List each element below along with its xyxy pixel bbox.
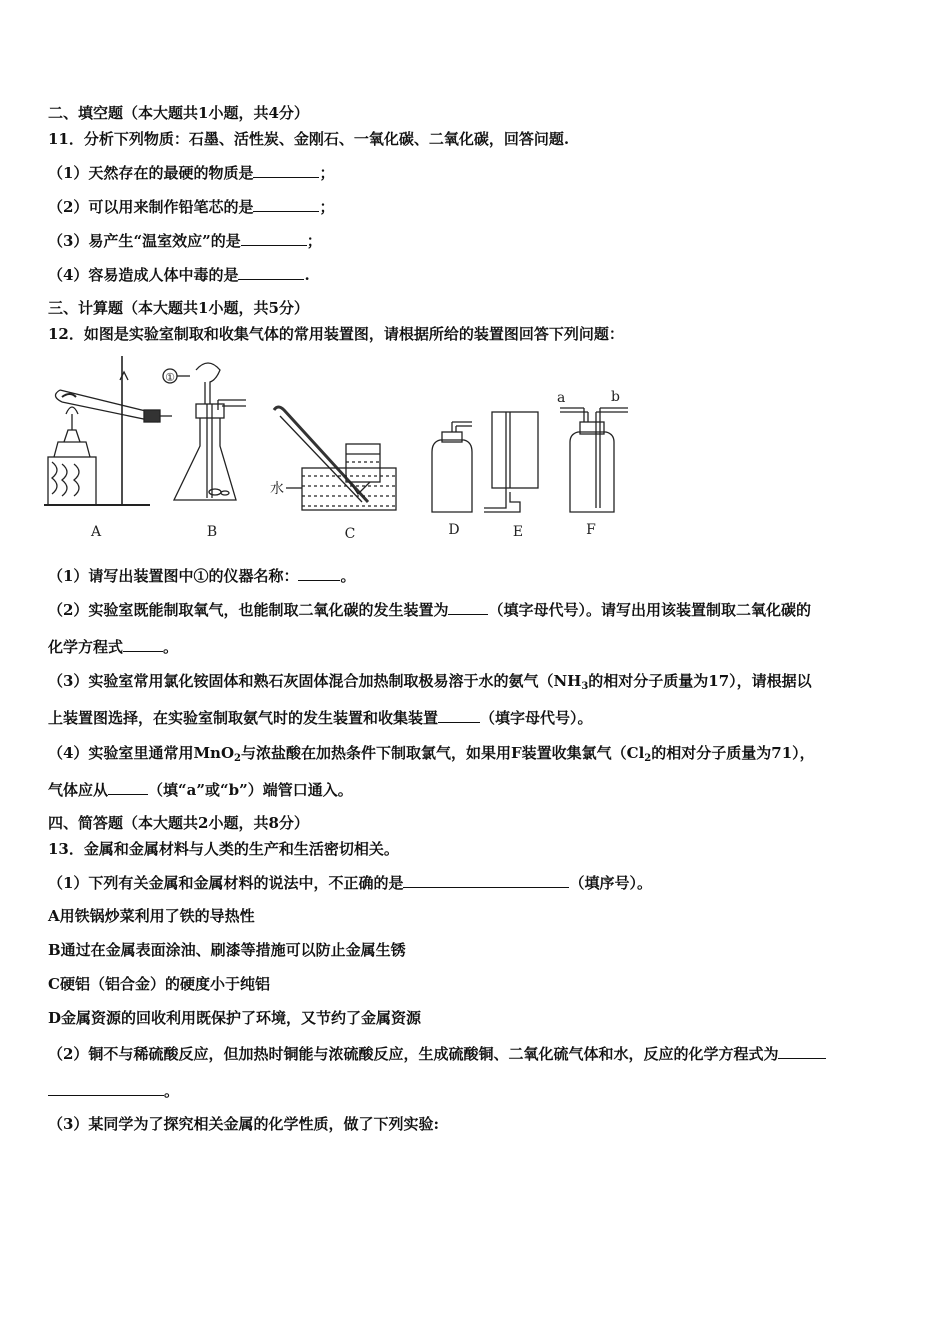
figure-label-c: C <box>344 526 356 542</box>
q13-part-1: （1）下列有关金属和金属材料的说法中，不正确的是 （填序号）。 <box>48 874 652 892</box>
answer-blank[interactable] <box>241 231 307 246</box>
q13-part-2-line-1: （2）铜不与稀硫酸反应，但加热时铜能与浓硫酸反应，生成硫酸铜、二氧化硫气体和水，反应的化学方程式为 <box>48 1044 826 1063</box>
port-b-label: b <box>611 389 620 405</box>
figure-label-b: B <box>206 524 218 540</box>
q12-part-1: （1）请写出装置图中①的仪器名称： 。 <box>48 567 356 585</box>
q11-item-1: （1）天然存在的最硬的物质是 ； <box>48 164 335 182</box>
q11-item-4: （4）容易造成人体中毒的是 . <box>48 266 310 284</box>
figure-label-d: D <box>448 522 460 538</box>
figure-label-f: F <box>586 522 596 538</box>
answer-blank[interactable] <box>253 197 319 212</box>
answer-blank[interactable] <box>253 163 319 178</box>
answer-blank[interactable] <box>123 637 163 652</box>
section-2-heading: 二、填空题（本大题共1小题，共4分） <box>48 104 309 122</box>
answer-blank[interactable] <box>778 1044 826 1059</box>
q12-part-4-line-2: 气体应从 （填“a”或“b”）端管口通入。 <box>48 781 353 799</box>
q11-item-2: （2）可以用来制作铅笔芯的是 ； <box>48 198 335 216</box>
q13-option-d: D金属资源的回收利用既保护了环境，又节约了金属资源 <box>48 1009 422 1027</box>
answer-blank[interactable] <box>298 566 340 581</box>
q12-stem: 12．如图是实验室制取和收集气体的常用装置图，请根据所给的装置图回答下列问题： <box>48 325 624 343</box>
apparatus-e <box>484 412 538 512</box>
answer-blank[interactable] <box>448 600 488 615</box>
answer-blank[interactable] <box>438 708 480 723</box>
answer-blank[interactable] <box>238 265 304 280</box>
q12-part-4-line-1: （4）实验室里通常用MnO$_2$与浓盐酸在加热条件下制取氯气，如果用F装置收集氯气（$Cl_2$的相对分子质量为71）， <box>48 744 815 764</box>
q12-part-3-line-2: 上装置图选择，在实验室制取氨气时的发生装置和收集装置 （填字母代号）。 <box>48 709 593 727</box>
q13-part-3: （3）某同学为了探究相关金属的化学性质，做了下列实验: <box>48 1115 439 1133</box>
answer-blank[interactable] <box>108 780 148 795</box>
section-4-heading: 四、简答题（本大题共2小题，共8分） <box>48 814 309 832</box>
q13-part-2-line-2: 。 <box>48 1081 179 1100</box>
q12-part-3-line-1: （3）实验室常用氯化铵固体和熟石灰固体混合加热制取极易溶于水的氨气（$NH_3$的相对分子质量为17），请根据以 <box>48 672 812 692</box>
apparatus-b <box>163 363 246 500</box>
q11-stem: 11．分析下列物质：石墨、活性炭、金刚石、一氧化碳、二氧化碳，回答问题. <box>48 130 570 148</box>
q13-stem: 13．金属和金属材料与人类的生产和生活密切相关。 <box>48 840 399 858</box>
apparatus-f <box>560 408 628 512</box>
q13-option-c: C硬铝（铝合金）的硬度小于纯铝 <box>48 975 270 993</box>
apparatus-c <box>274 407 396 510</box>
water-label: 水 <box>270 481 284 497</box>
q12-part-2-line-2: 化学方程式 。 <box>48 638 179 656</box>
circle-one-label: ① <box>165 371 175 384</box>
figure-label-e: E <box>512 524 524 540</box>
q12-part-2-line-1: （2）实验室既能制取氧气，也能制取二氧化碳的发生装置为 （填字母代号）。请写出用该装置制取二氧化碳的 <box>48 601 811 619</box>
answer-blank[interactable] <box>403 873 569 888</box>
q13-option-b: B通过在金属表面涂油、刷漆等措施可以防止金属生锈 <box>48 941 406 959</box>
apparatus-d <box>432 422 472 512</box>
q11-item-3: （3）易产生“温室效应”的是 ； <box>48 232 322 250</box>
port-a-label: a <box>557 390 566 406</box>
q13-option-a: A用铁锅炒菜利用了铁的导热性 <box>48 907 255 925</box>
apparatus-figure <box>40 352 720 552</box>
apparatus-a <box>44 356 172 505</box>
answer-blank[interactable] <box>48 1081 164 1096</box>
section-3-heading: 三、计算题（本大题共1小题，共5分） <box>48 299 309 317</box>
figure-label-a: A <box>90 524 102 540</box>
